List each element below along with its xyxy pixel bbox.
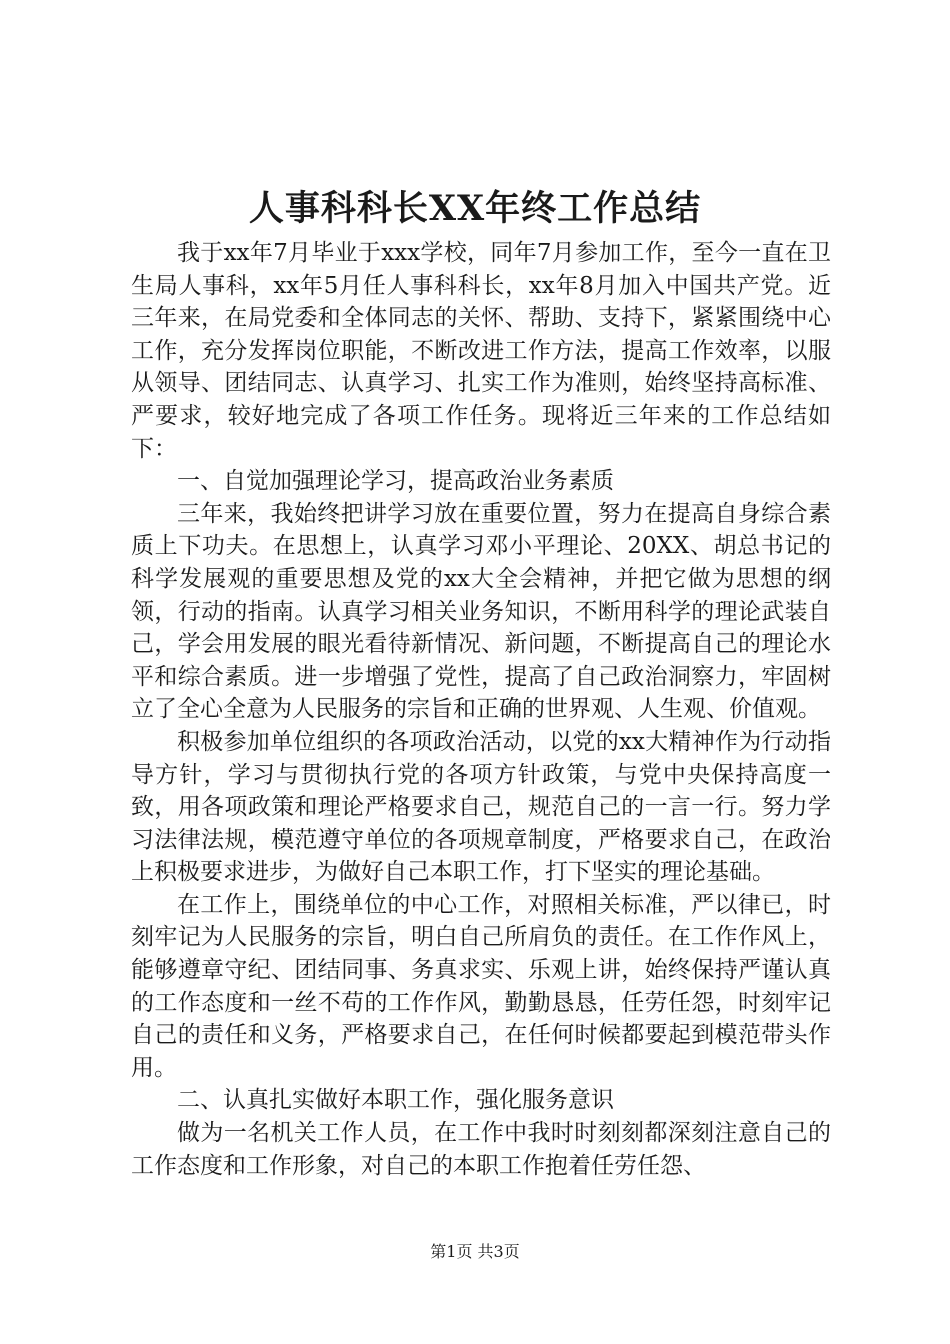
paragraph-intro: 我于xx年7月毕业于xxx学校，同年7月参加工作，至今一直在卫生局人事科，xx年5月任人事科科长，xx年8月加入中国共产党。近三年来，在局党委和全体同志的关怀、帮助、支持下，紧紧围绕中心工作，充分发挥岗位职能，不断改进工作方法，提高工作效率，以服从领导、团结同志、认真学习、扎实工作为准则，始终坚持高标准、严要求，较好地完成了各项工作任务。现将近三年来的工作总结如下：: [131, 240, 831, 462]
paragraph-job-duties: 做为一名机关工作人员，在工作中我时时刻刻都深刻注意自己的工作态度和工作形象，对自己的本职工作抱着任劳任怨、: [131, 1120, 831, 1179]
paragraph-political-activities: 积极参加单位组织的各项政治活动，以党的xx大精神作为行动指导方针，学习与贯彻执行党的各项方针政策，与党中央保持高度一致，用各项政策和理论严格要求自己，规范自己的一言一行。努力学习法律法规，模范遵守单位的各项规章制度，严格要求自己，在政治上积极要求进步，为做好自己本职工作，打下坚实的理论基础。: [131, 728, 831, 886]
paragraph-theory-study: 三年来，我始终把讲学习放在重要位置，努力在提高自身综合素质上下功夫。在思想上，认真学习邓小平理论、20XX、胡总书记的科学发展观的重要思想及党的xx大全会精神，并把它做为思想的纲领，行动的指南。认真学习相关业务知识，不断用科学的理论武装自己，学会用发展的眼光看待新情况、新问题，不断提高自己的理论水平和综合素质。进一步增强了党性，提高了自己政治洞察力，牢固树立了全心全意为人民服务的宗旨和正确的世界观、人生观、价值观。: [131, 500, 831, 723]
paragraph-work-style: 在工作上，围绕单位的中心工作，对照相关标准，严以律已，时刻牢记为人民服务的宗旨，明白自己所肩负的责任。在工作作风上，能够遵章守纪、团结同事、务真求实、乐观上讲，始终保持严谨认真的工作态度和一丝不苟的工作作风，勤勤恳恳，任劳任怨，时刻牢记自己的责任和义务，严格要求自己，在任何时候都要起到模范带头作用。: [131, 891, 831, 1081]
page-footer: 第1页 共3页: [430, 1242, 520, 1261]
document-body: [131, 237, 831, 1182]
document-title: 人事科科长XX年终工作总结: [248, 188, 702, 229]
section-heading-2: 二、认真扎实做好本职工作，强化服务意识: [177, 1087, 614, 1114]
section-heading-1: 一、自觉加强理论学习，提高政治业务素质: [177, 468, 614, 495]
